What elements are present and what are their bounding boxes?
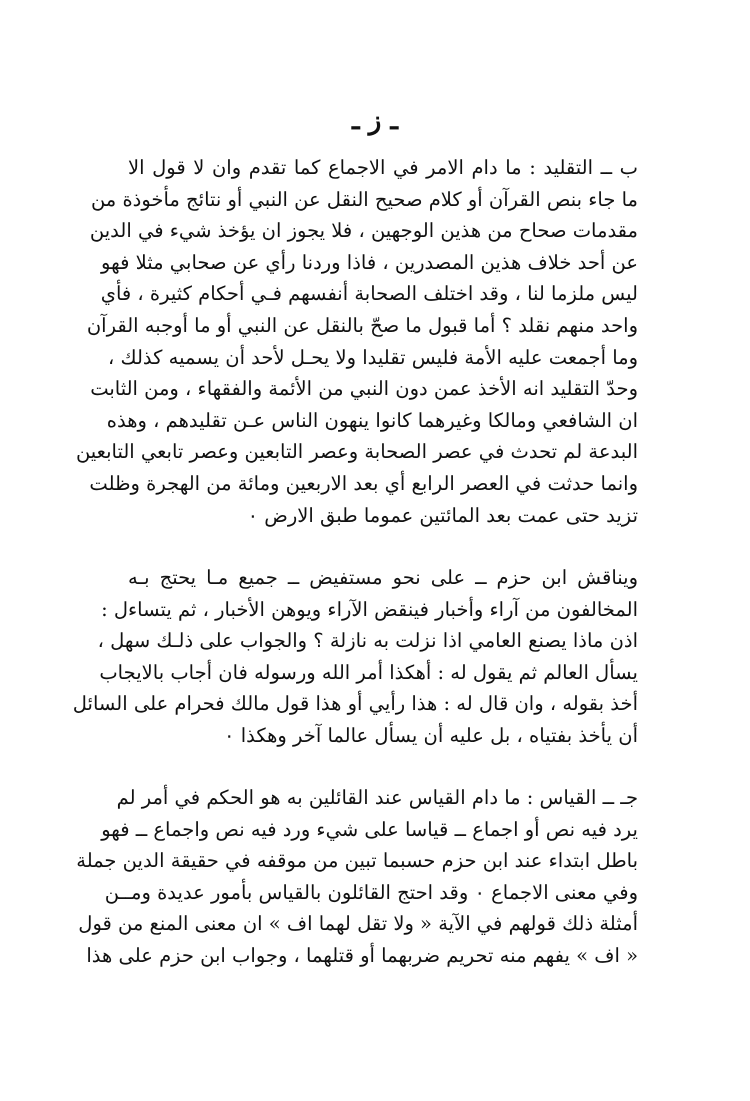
text-line: وفي معنى الاجماع ٠ وقد احتج القائلون بالقياس بأمور عديدة ومــن [104, 880, 638, 904]
text-line: وانما حدثت في العصر الرابع أي بعد الاربعين ومائة من الهجرة وظلت [89, 471, 638, 495]
text-line: المخالفون من آراء وأخبار فينقض الآراء ويوهن الأخبار ، ثم يتساءل : [101, 597, 638, 621]
text-line: أخذ بقوله ، وان قال له : هذا رأيي أو هذا قول مالك فحرام على السائل [72, 692, 638, 716]
paragraph-qiyas [76, 782, 638, 972]
text-line: وحدّ التقليد انه الأخذ عمن دون النبي من الأئمة والفقهاء ، ومن الثابت [90, 377, 638, 401]
text-line: أن يأخذ بفتياه ، بل عليه أن يسأل عالما آخر وهكذا ٠ [224, 723, 638, 747]
text-line: ليس ملزما لنا ، وقد اختلف الصحابة أنفسهم فـي أحكام كثيرة ، فأي [100, 282, 638, 306]
text-line: « اف » يفهم منه تحريم ضربهما أو قتلهما ، وجواب ابن حزم على هذا [86, 943, 638, 967]
paragraph-discussion [72, 562, 638, 752]
text-line: يسأل العالم ثم يقول له : أهكذا أمر الله ورسوله فان أجاب بالايجاب [99, 660, 638, 684]
page-number: ـ ز ـ [352, 106, 398, 136]
text-line: البدعة لم تحدث في عصر الصحابة وعصر التابعين وعصر تابعي التابعين [75, 440, 638, 464]
text-line: ويناقش ابن حزم ــ على نحو مستفيض ــ جميع مـا يحتج بـه [128, 566, 638, 589]
paragraph-taqlid [75, 152, 638, 531]
text-line: وما أجمعت عليه الأمة فليس تقليدا ولا يحـل لأحد أن يسميه كذلك ، [108, 345, 638, 369]
text-line: جـ ــ القياس : ما دام القياس عند القائلين به هو الحكم في أمر لم [116, 786, 638, 809]
text-line: عن أحد خلاف هذين المصدرين ، فاذا وردنا رأي عن صحابي مثلا فهو [101, 250, 638, 274]
text-line: ان الشافعي ومالكا وغيرهما كانوا ينهون الناس عـن تقليدهم ، وهذه [106, 408, 638, 432]
text-line: واحد منهم نقلد ؟ أما قبول ما صحّ بالنقل عن النبي أو ما أوجبه القرآن [86, 313, 638, 337]
text-line: باطل ابتداء عند ابن حزم حسبما تبين من موقفه في حقيقة الدين جملة [76, 849, 638, 873]
text-line: تزيد حتى عمت بعد المائتين عموما طبق الارض ٠ [247, 503, 638, 527]
text-line: يرد فيه نص أو اجماع ــ قياسا على شيء ورد فيه نص واجماع ــ فهو [101, 817, 638, 841]
text-line: اذن ماذا يصنع العامي اذا نزلت به نازلة ؟ والجواب على ذلـك سهل ، [97, 629, 638, 653]
text-line: أمثلة ذلك قولهم في الآية « ولا تقل لهما اف » ان معنى المنع من قول [78, 912, 638, 936]
text-line: ما جاء بنص القرآن أو كلام صحيح النقل عن النبي أو نتائج مأخوذة من [90, 187, 638, 211]
text-line: ب ــ التقليد : ما دام الامر في الاجماع كما تقدم وان لا قول الا [128, 156, 638, 179]
text-line: مقدمات صحاح من هذين الوجهين ، فلا يجوز ان يؤخذ شيء في الدين [89, 219, 638, 243]
